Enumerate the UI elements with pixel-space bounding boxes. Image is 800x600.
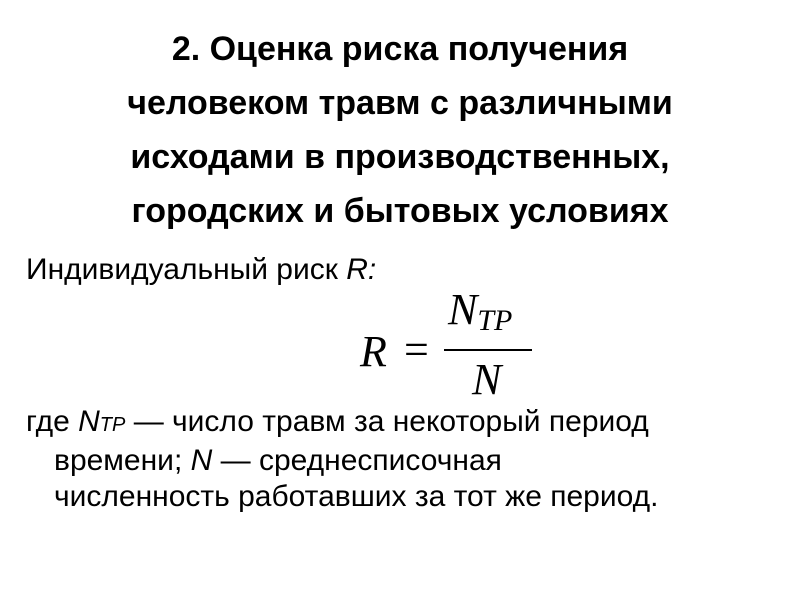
definition-line-1: [26, 404, 776, 443]
formula-lhs: R: [360, 327, 387, 376]
title-line-2: человеком травм с различными: [127, 84, 673, 122]
formula-denominator: N: [472, 355, 502, 404]
definition-paragraph: [26, 404, 776, 515]
intro-variable: R:: [346, 253, 377, 286]
intro-line: [26, 252, 376, 288]
numerator-subscript: TP: [477, 304, 513, 337]
def-var-n: N: [190, 444, 213, 477]
def-prefix: где: [26, 405, 79, 438]
def-var-ntp-sub: TP: [99, 414, 126, 436]
title-line-4: городских и бытовых условиях: [131, 192, 669, 230]
slide-title: [40, 22, 760, 238]
numerator-symbol: N: [448, 285, 478, 334]
fraction-bar: [444, 349, 532, 351]
def-line1-rest: — число травм за некоторый период: [125, 405, 649, 438]
formula-numerator: [448, 285, 512, 346]
title-line-1: 2. Оценка риска получения: [171, 30, 629, 68]
intro-text: Индивидуальный риск: [26, 253, 347, 286]
formula-equals: =: [404, 325, 429, 374]
def-line2-prefix: времени;: [54, 444, 191, 477]
title-line-3: исходами в производственных,: [130, 138, 670, 176]
def-line2-rest: — среднесписочная: [212, 444, 502, 477]
definition-line-2: [26, 443, 776, 479]
definition-line-3: численность работавших за тот же период.: [54, 480, 659, 513]
def-var-ntp: N: [78, 405, 100, 438]
